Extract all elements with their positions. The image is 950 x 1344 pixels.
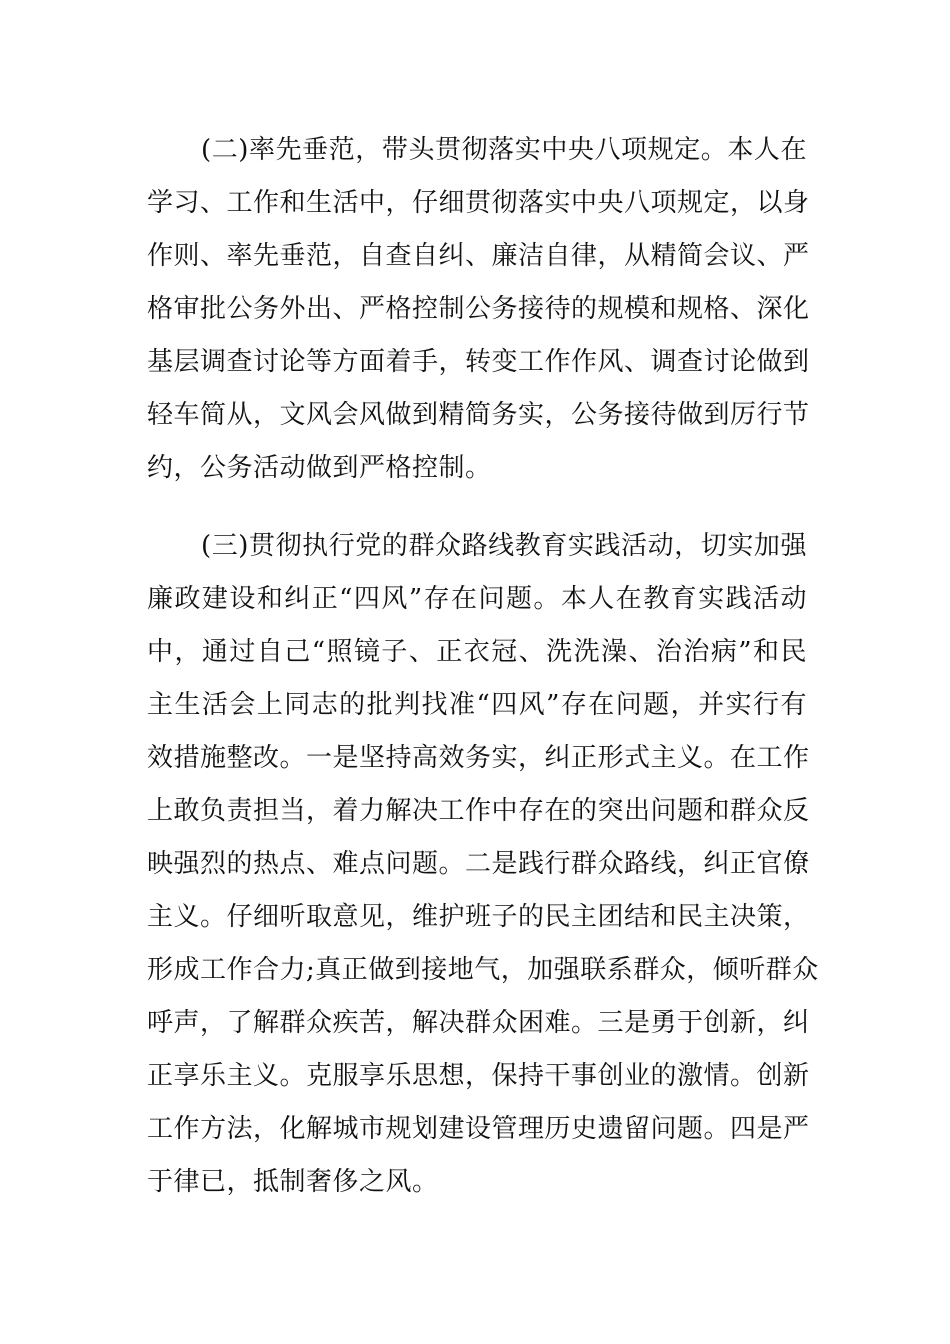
- paragraph-section-3: [147, 520, 819, 1209]
- paragraph-line: 映强烈的热点、难点问题。二是践行群众路线，纠正官僚: [147, 849, 810, 879]
- paragraph-line: 中，通过自己“照镜子、正衣冠、洗洗澡、治治病”和民: [147, 637, 807, 667]
- paragraph-line: 学习、工作和生活中，仔细贯彻落实中央八项规定，以身: [147, 188, 810, 218]
- paragraph-line: (二)率先垂范，带头贯彻落实中央八项规定。本人在: [201, 135, 807, 165]
- paragraph-line: 基层调查讨论等方面着手，转变工作作风、调查讨论做到: [147, 347, 810, 377]
- paragraph-section-2: [147, 124, 810, 495]
- paragraph-line: 主义。仔细听取意见，维护班子的民主团结和民主决策，: [147, 902, 810, 932]
- paragraph-line: 正享乐主义。克服享乐思想，保持干事创业的激情。创新: [147, 1061, 810, 1091]
- paragraph-line: 于律已，抵制奢侈之风。: [147, 1167, 439, 1197]
- paragraph-line: 主生活会上同志的批判找准“四风”存在问题，并实行有: [147, 690, 807, 720]
- paragraph-line: 廉政建设和纠正“四风”存在问题。本人在教育实践活动: [147, 584, 807, 614]
- paragraph-line: 效措施整改。一是坚持高效务实，纠正形式主义。在工作: [147, 743, 810, 773]
- paragraph-line: 呼声，了解群众疾苦，解决群众困难。三是勇于创新，纠: [147, 1008, 810, 1038]
- paragraph-line: 作则、率先垂范，自查自纠、廉洁自律，从精简会议、严: [147, 241, 810, 271]
- paragraph-line: 轻车简从，文风会风做到精简务实，公务接待做到厉行节: [147, 400, 810, 430]
- paragraph-line: 形成工作合力;真正做到接地气，加强联系群众，倾听群众: [147, 955, 819, 985]
- paragraph-line: 格审批公务外出、严格控制公务接待的规模和规格、深化: [147, 294, 810, 324]
- paragraph-line: 上敢负责担当，着力解决工作中存在的突出问题和群众反: [147, 796, 810, 826]
- paragraph-line: 约，公务活动做到严格控制。: [147, 453, 492, 483]
- paragraph-line: (三)贯彻执行党的群众路线教育实践活动，切实加强: [201, 531, 807, 561]
- paragraph-line: 工作方法，化解城市规划建设管理历史遗留问题。四是严: [147, 1114, 810, 1144]
